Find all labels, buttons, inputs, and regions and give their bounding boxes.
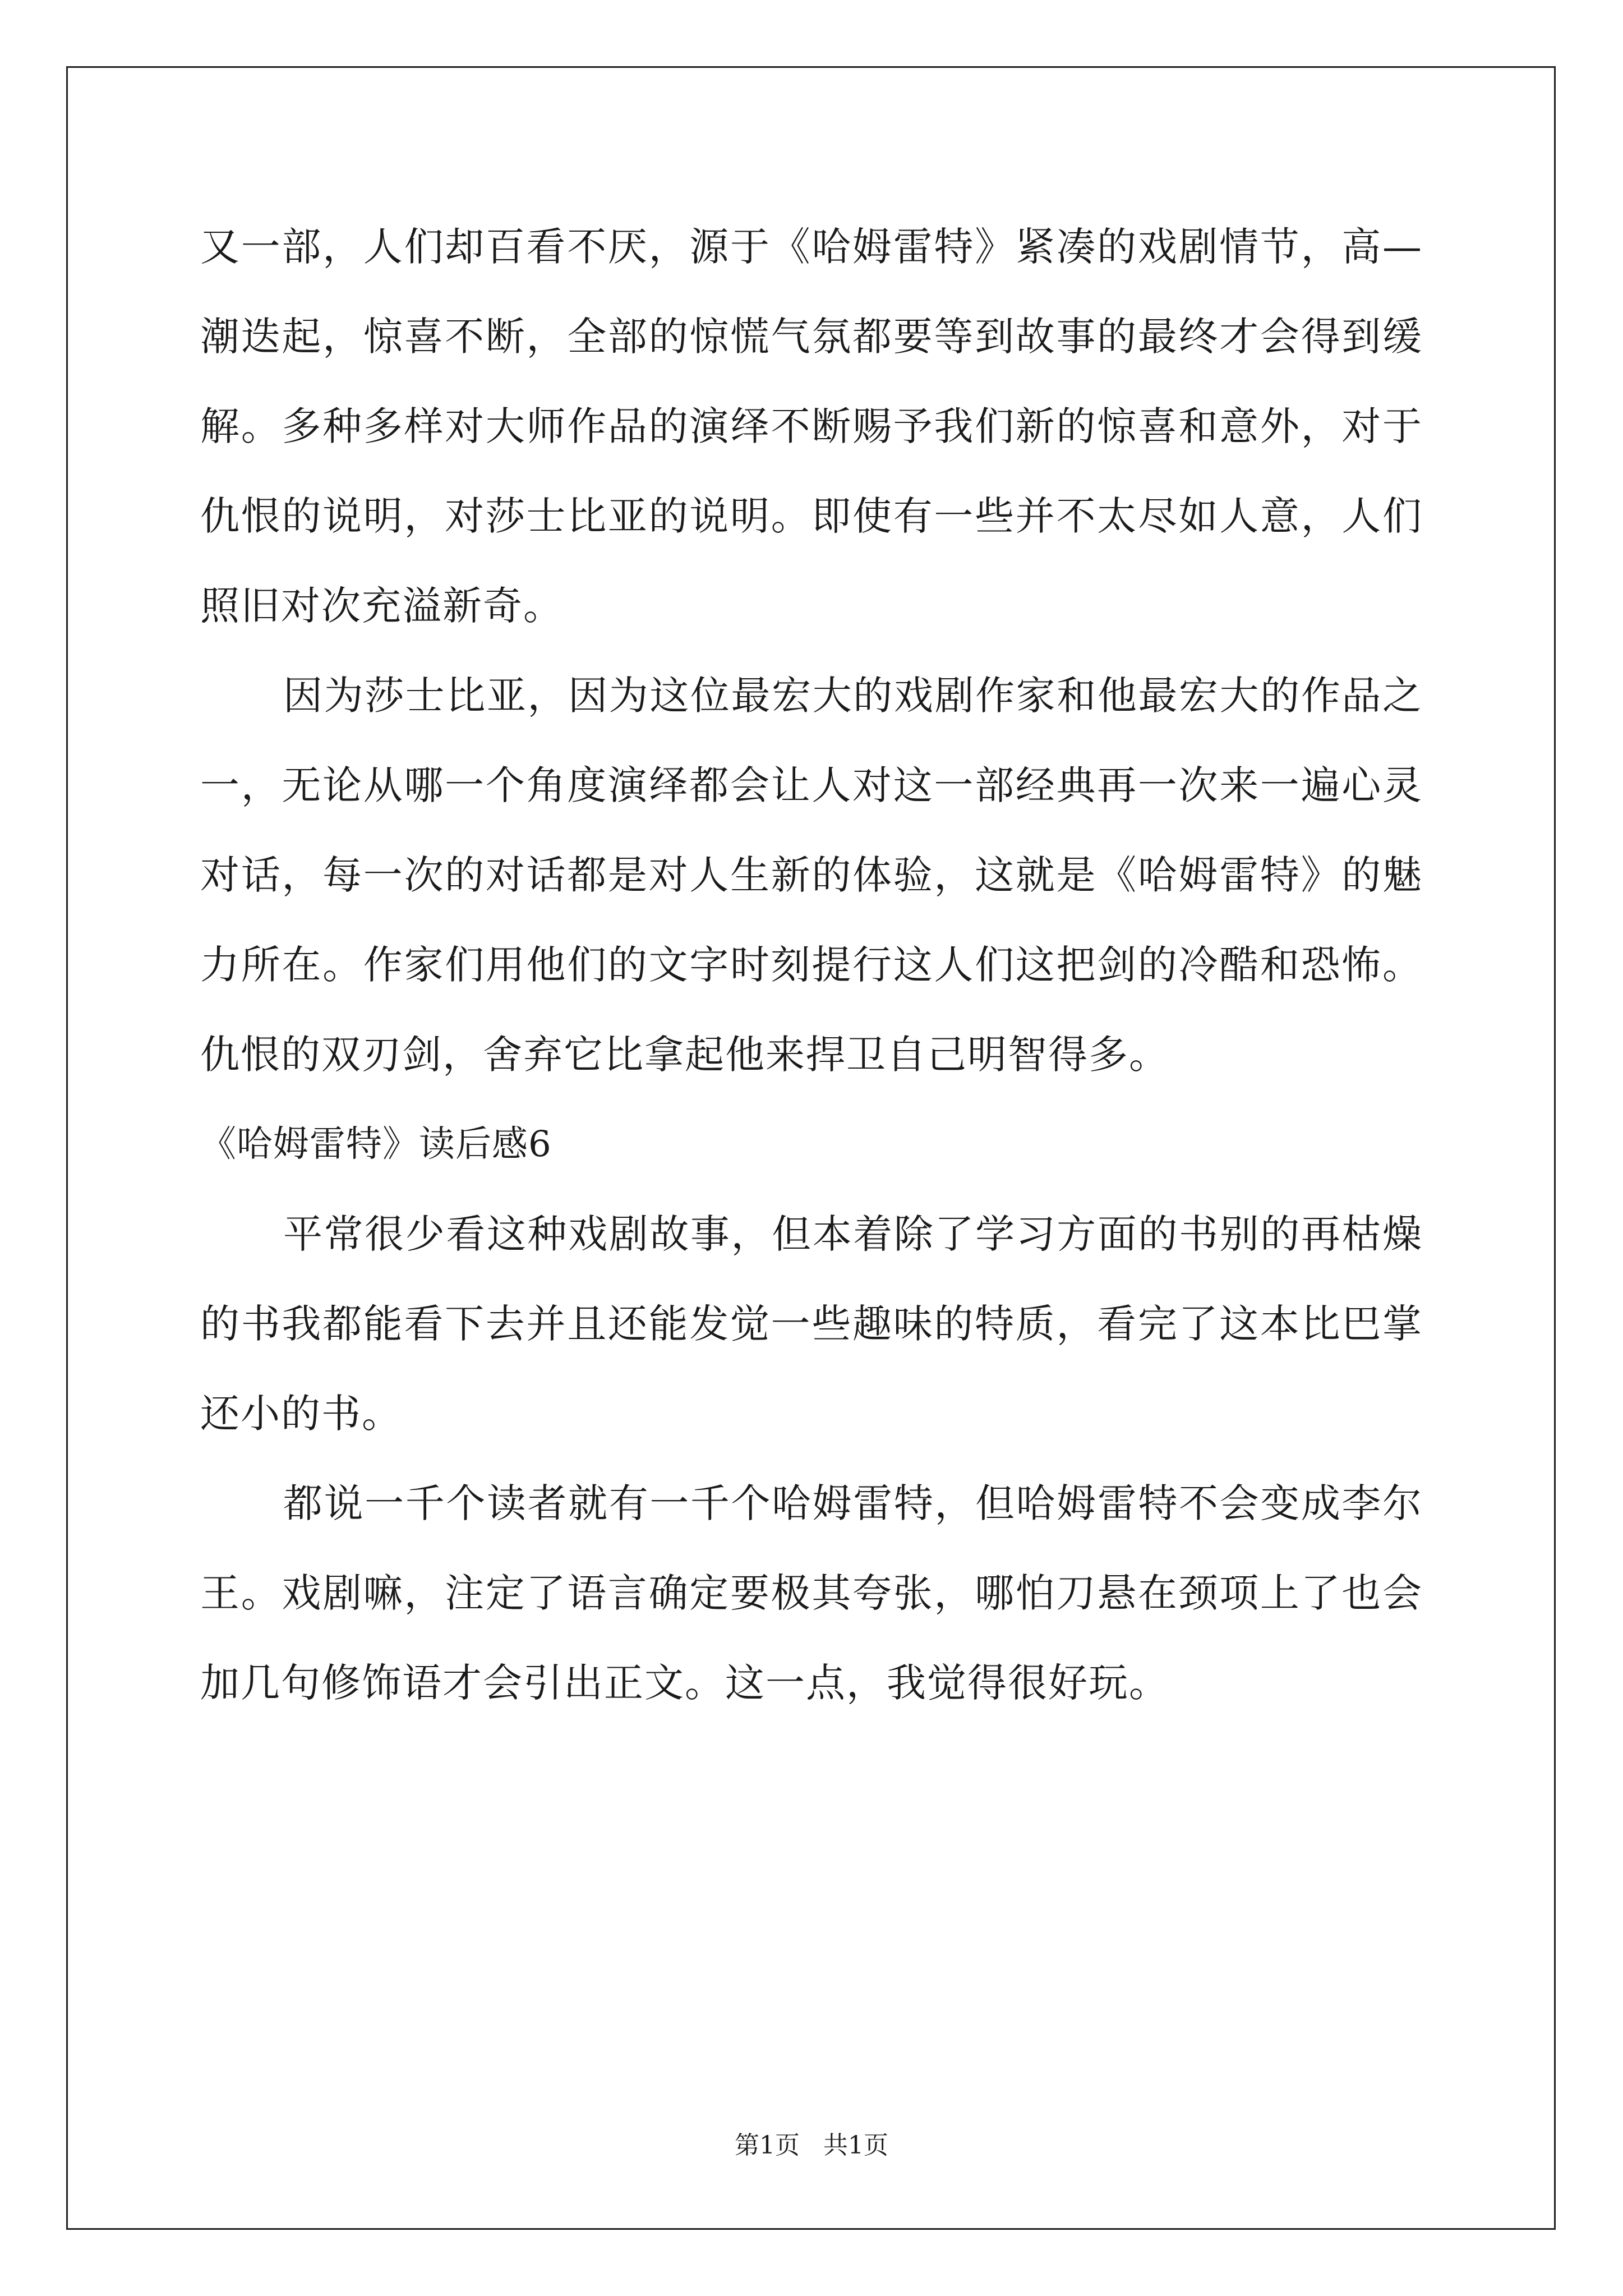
paragraph: 又一部，人们却百看不厌，源于《哈姆雷特》紧凑的戏剧情节，高—潮迭起，惊喜不断，全部的惊慌气氛都要等到故事的最终才会得到缓解。多种多样对大师作品的演绎不断赐予我们新的惊喜和意外，对于仇恨的说明，对莎士比亚的说明。即使有一些并不太尽如人意，人们照旧对次充溢新奇。 — [200, 224, 1423, 629]
paragraph: 都说一千个读者就有一千个哈姆雷特，但哈姆雷特不会变成李尔王。戏剧嘛，注定了语言确定要极其夸张，哪怕刀悬在颈项上了也会加几句修饰语才会引出正文。这一点，我觉得很好玩。 — [200, 1480, 1423, 1706]
document-body — [200, 202, 1423, 1728]
paragraph: 平常很少看这种戏剧故事，但本着除了学习方面的书别的再枯燥的书我都能看下去并且还能发觉一些趣味的特质，看完了这本比巴掌还小的书。 — [200, 1211, 1423, 1437]
paragraph: 因为莎士比亚，因为这位最宏大的戏剧作家和他最宏大的作品之一，无论从哪一个角度演绎都会让人对这一部经典再一次来一遍心灵对话，每一次的对话都是对人生新的体验，这就是《哈姆雷特》的魅力所在。作家们用他们的文字时刻提行这人们这把剑的冷酷和恐怖。仇恨的双刃剑，舍弃它比拿起他来捍卫自己明智得多。 — [200, 673, 1423, 1078]
section-heading: 《哈姆雷特》读后感6 — [200, 1124, 552, 1165]
page-number: 第1页 共1页 — [735, 2131, 888, 2160]
page-footer — [0, 2129, 1623, 2162]
